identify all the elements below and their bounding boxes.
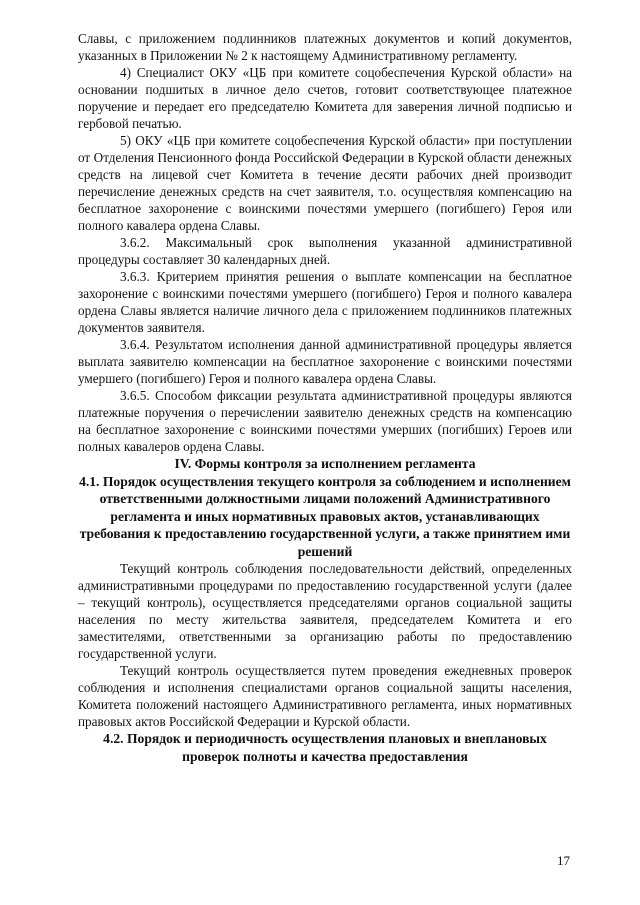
document-body <box>78 30 572 765</box>
paragraph-3-6-3: 3.6.3. Критерием принятия решения о выплате компенсации на бесплатное захоронение с воинскими почестями умершего (погибшего) Героя и полного кавалера ордена Славы является наличие личного дела с приложением подлинников платежных документов заявителя. <box>78 269 572 335</box>
section-4-2-heading: 4.2. Порядок и периодичность осуществления плановых и внеплановых проверок полноты и качества предоставления <box>103 731 547 764</box>
paragraph-3-6-2: 3.6.2. Максимальный срок выполнения указанной административной процедуры составляет 30 календарных дней. <box>78 235 572 267</box>
page-number: 17 <box>557 853 570 868</box>
section-iv-heading: IV. Формы контроля за исполнением регламента <box>174 456 476 471</box>
paragraph-continuation: Славы, с приложением подлинников платежных документов и копий документов, указанных в Приложении № 2 к настоящему Административному регламенту. <box>78 31 572 63</box>
section-4-1-heading: 4.1. Порядок осуществления текущего контроля за соблюдением и исполнением ответственными должностными лицами положений Административного регламента и иных нормативных правовых актов, устанавливающих требования к предоставлению государственной услуги, а также принятием ими решений <box>79 473 571 559</box>
paragraph-step-4: 4) Специалист ОКУ «ЦБ при комитете соцобеспечения Курской области» на основании подшитых в личное дело счетов, готовит соответствующее платежное поручение и передает его председателю Комитета для заверения личной подписью и гербовой печатью. <box>78 65 572 131</box>
paragraph-4-1-b: Текущий контроль осуществляется путем проведения ежедневных проверок соблюдения и исполнения специалистами органов социальной защиты населения, Комитета положений настоящего Административного регламента, иных нормативных правовых актов Российской Федерации и Курской области. <box>78 663 572 729</box>
paragraph-step-5: 5) ОКУ «ЦБ при комитете соцобеспечения Курской области» при поступлении от Отделения Пенсионного фонда Российской Федерации в Курской области денежных средств на лицевой счет Комитета в течение десяти рабочих дней производит перечисление денежных средств на счет заявителя, т.о. осуществляя компенсацию на бесплатное захоронение с воинскими почестями умершего (погибшего) Героя или полного кавалера ордена Славы. <box>78 133 572 233</box>
paragraph-4-1-a: Текущий контроль соблюдения последовательности действий, определенных административными процедурами по предоставлению государственной услуги (далее – текущий контроль), осуществляется председателями органов социальной защиты населения по месту жительства заявителя, председателем Комитета и его заместителями, ответственными за организацию работы по предоставлению государственной услуги. <box>78 561 572 661</box>
paragraph-3-6-4: 3.6.4. Результатом исполнения данной административной процедуры является выплата заявителю компенсации на бесплатное захоронение с воинскими почестями умершего (погибшего) Героя и полного кавалера ордена Славы. <box>78 337 572 386</box>
paragraph-3-6-5: 3.6.5. Способом фиксации результата административной процедуры являются платежные поручения о перечислении заявителю денежных средств на компенсацию на бесплатное захоронение с воинскими почестями умерших (погибших) Героев или полных кавалеров ордена Славы. <box>78 388 572 454</box>
